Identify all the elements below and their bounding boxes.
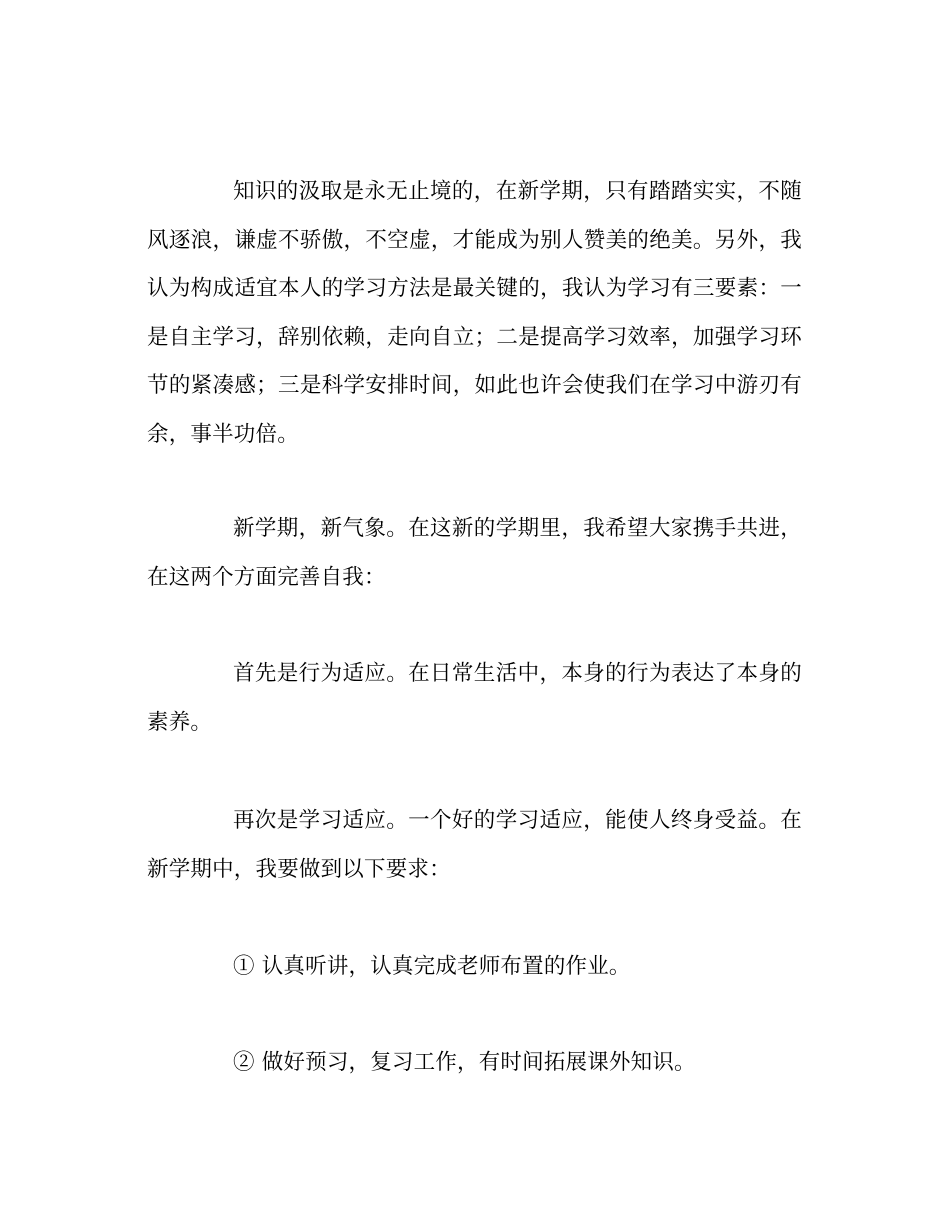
list-item-requirement-2: ② 做好预习，复习工作，有时间拓展课外知识。 [233,1050,696,1075]
list-item-requirement-1: ① 认真听讲，认真完成老师布置的作业。 [233,954,631,979]
paragraph-study-adaptation: 再次是学习适应。一个好的学习适应，能使人终身受益。在新学期中，我要做到以下要求： [147,808,802,882]
paragraph-behavior-adaptation: 首先是行为适应。在日常生活中，本身的行为表达了本身的素养。 [147,661,802,735]
paragraph-learning-methods: 知识的汲取是永无止境的，在新学期，只有踏踏实实，不随风逐浪，谦虚不骄傲，不空虚，才能成为别人赞美的绝美。另外，我认为构成适宜本人的学习方法是最关键的，我认为学习有三要素：一是自主学习，辞别依赖，走向自立；二是提高学习效率，加强学习环节的紧凑感；三是科学安排时间，如此也许会使我们在学习中游刃有余，事半功倍。 [147,179,802,447]
paragraph-new-semester: 新学期，新气象。在这新的学期里，我希望大家携手共进，在这两个方面完善自我： [147,516,802,590]
